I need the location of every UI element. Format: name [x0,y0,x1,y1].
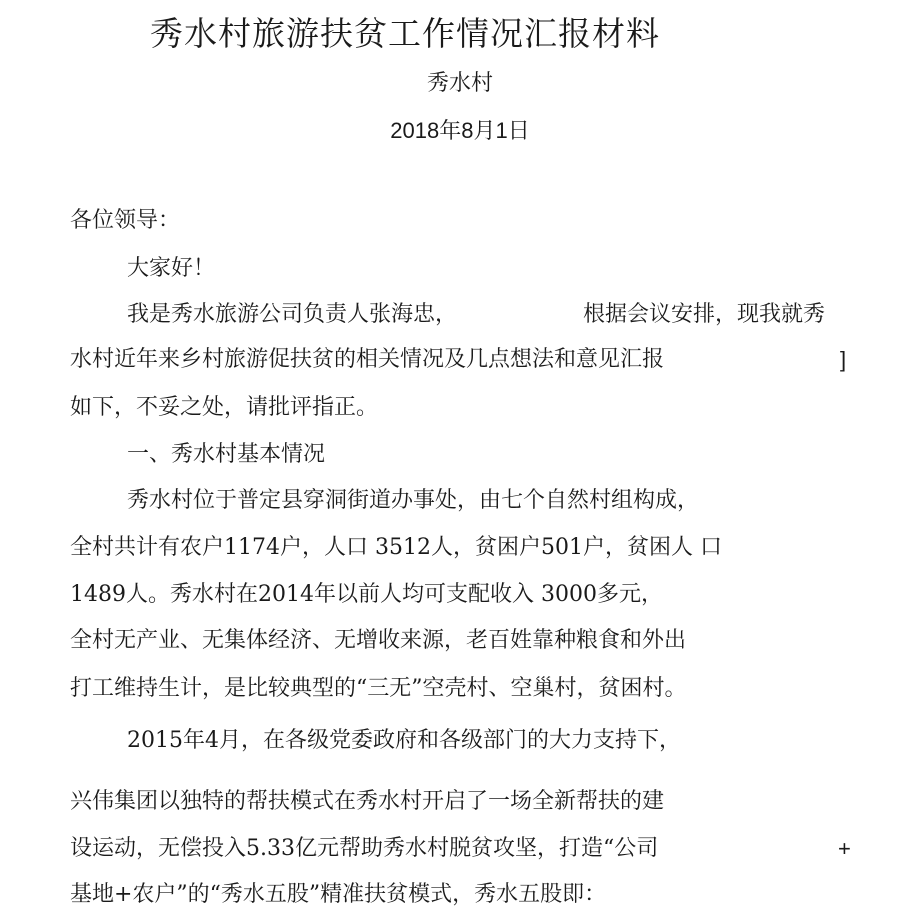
para1-bracket-mark: ] [840,347,847,372]
document-author: 秀水村 [426,71,493,96]
document-date: 2018年8月1日 [390,118,530,143]
para2-line1: 秀水村位于普定县穿洞街道办事处，由七个自然村组构成， [127,488,700,513]
para2-line5: 打工维持生计，是比较典型的“三无”空壳村、空巢村，贫困村。 [70,676,687,701]
para1-line3: 如下，不妥之处，请批评指正。 [70,395,379,420]
hello-line: 大家好！ [127,256,216,281]
section1-heading: 一、秀水村基本情况 [127,442,326,467]
para3-line4: 基地+农户”的“秀水五股”精准扶贫模式，秀水五股即： [70,882,607,907]
para1-line1-part-b: 根据会议安排，现我就秀 [583,302,826,327]
para2-line3: 1489人。秀水村在2014年以前人均可支配收入 3000多元， [70,582,663,607]
para2-line2: 全村共计有农户1174户，人口 3512人，贫困户501户，贫困人 口 [70,535,722,560]
document-title: 秀水村旅游扶贫工作情况汇报材料 [150,14,660,53]
para3-line2: 兴伟集团以独特的帮扶模式在秀水村开启了一场全新帮扶的建 [70,789,665,814]
para1-line1-part-a: 我是秀水旅游公司负责人张海忠， [127,302,458,327]
para1-line2: 水村近年来乡村旅游促扶贫的相关情况及几点想法和意见汇报 [70,347,665,372]
greeting: 各位领导： [70,208,181,233]
para3-plus-mark: + [838,836,851,861]
para2-line4: 全村无产业、无集体经济、无增收来源，老百姓靠种粮食和外出 [70,628,687,653]
para3-line3: 设运动，无偿投入5.33亿元帮助秀水村脱贫攻坚，打造“公司 [70,836,659,861]
para3-line1: 2015年4月，在各级党委政府和各级部门的大力支持下， [127,728,681,753]
